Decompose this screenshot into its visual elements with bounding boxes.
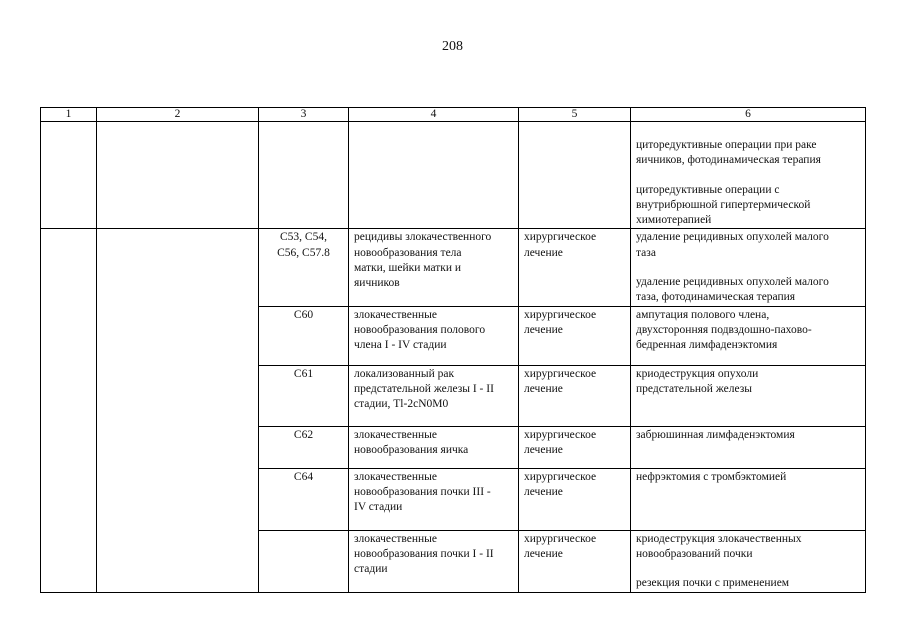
column-number-5: 5 [519, 108, 631, 122]
text-line: двухсторонняя подвздошно-пахово- [636, 323, 812, 336]
text-line: IV стадии [354, 501, 403, 514]
text-line: криодеструкция опухоли [636, 367, 759, 380]
text-line: циторедуктивные операции при раке [636, 139, 817, 151]
cell-group-number [41, 122, 97, 229]
text-line: злокачественные [354, 308, 437, 321]
column-number-2: 2 [97, 108, 259, 122]
table-row [41, 122, 866, 229]
page-number: 208 [442, 39, 463, 54]
cell-treatment-type [519, 306, 631, 365]
method-block [636, 275, 860, 306]
cell-treatment-type [519, 426, 631, 468]
column-number-4: 4 [349, 108, 519, 122]
cell-icd-code [259, 122, 349, 229]
text-line: C56, C57.8 [277, 246, 330, 259]
text-line: хирургическое [524, 231, 597, 244]
text-line: новообразования почки III - [354, 485, 491, 498]
cell-diagnosis [349, 122, 519, 229]
cell-method [631, 365, 866, 426]
text-line: C53, C54, [280, 231, 327, 244]
text-line: локализованный рак [354, 367, 455, 380]
column-number-row [41, 108, 866, 122]
cell-treatment-type [519, 365, 631, 426]
treatment-table [40, 107, 866, 593]
text-line: предстательной железы [636, 382, 752, 395]
text-line: злокачественные [354, 428, 437, 441]
method-block [636, 576, 860, 591]
text-line: лечение [524, 382, 563, 395]
text-line: удаление рецидивных опухолей малого [636, 231, 829, 244]
text-line: C62 [293, 428, 314, 441]
table-row [41, 229, 866, 306]
text-line: бедренная лимфаденэктомия [636, 339, 778, 352]
method-block [636, 230, 860, 261]
column-number-3: 3 [259, 108, 349, 122]
cell-diagnosis [349, 468, 519, 530]
text-line: лечение [524, 443, 563, 456]
text-line: новообразования полового [354, 323, 486, 336]
text-line: злокачественные [354, 532, 437, 545]
text-line: лечение [524, 246, 563, 259]
text-line: новообразования тела [354, 246, 462, 259]
cell-method [631, 306, 866, 365]
cell-treatment-type [519, 468, 631, 530]
column-number-6: 6 [631, 108, 866, 122]
cell-treatment-type [519, 229, 631, 306]
cell-method [631, 468, 866, 530]
text-line: яичников [354, 277, 400, 290]
cell-treatment-type [519, 530, 631, 592]
method-block [636, 123, 860, 169]
text-line: C61 [293, 367, 314, 380]
cell-method [631, 530, 866, 592]
cell-diagnosis [349, 426, 519, 468]
cell-method [631, 122, 866, 229]
text-line: ампутация полового члена, [636, 308, 770, 321]
cell-icd-code [259, 229, 349, 306]
text-line: забрюшинная лимфаденэктомия [636, 428, 795, 441]
text-line: предстательной железы I - II [354, 382, 494, 395]
text-line: лечение [524, 323, 563, 336]
cell-diagnosis [349, 306, 519, 365]
method-block [636, 532, 860, 563]
cell-diagnosis [349, 229, 519, 306]
text-line: стадии [354, 563, 388, 576]
text-line: злокачественные [354, 470, 437, 483]
cell-care-type [97, 229, 259, 592]
cell-method [631, 229, 866, 306]
text-line: химиотерапией [636, 214, 712, 227]
text-line: C64 [293, 470, 314, 483]
text-line: матки, шейки матки и [354, 262, 462, 275]
text-line: таза [636, 246, 656, 259]
text-line: хирургическое [524, 532, 597, 545]
cell-treatment-type [519, 122, 631, 229]
text-line: нефрэктомия с тромбэктомией [636, 470, 787, 483]
text-line: новообразований почки [636, 547, 753, 560]
cell-icd-code [259, 426, 349, 468]
text-line: хирургическое [524, 367, 597, 380]
text-line: хирургическое [524, 470, 597, 483]
text-line: новообразования почки I - II [354, 547, 494, 560]
text-line: лечение [524, 547, 563, 560]
column-number-1: 1 [41, 108, 97, 122]
text-line: удаление рецидивных опухолей малого [636, 276, 829, 289]
text-line: члена I - IV стадии [354, 339, 447, 352]
text-line: внутрибрюшной гипертермической [636, 198, 811, 211]
cell-icd-code [259, 306, 349, 365]
cell-icd-code [259, 365, 349, 426]
text-line: рецидивы злокачественного [354, 231, 492, 244]
cell-group-number [41, 229, 97, 592]
method-block [636, 183, 860, 229]
text-line: яичников, фотодинамическая терапия [636, 154, 821, 167]
cell-diagnosis [349, 365, 519, 426]
text-line: хирургическое [524, 308, 597, 321]
cell-icd-code [259, 530, 349, 592]
cell-care-type [97, 122, 259, 229]
text-line: циторедуктивные операции с [636, 183, 780, 196]
text-line [636, 123, 860, 138]
text-line: лечение [524, 485, 563, 498]
text-line: хирургическое [524, 428, 597, 441]
text-line: резекция почки с применением [636, 577, 790, 590]
text-line: стадии, Tl-2cN0M0 [354, 398, 449, 411]
cell-icd-code [259, 468, 349, 530]
text-line: C60 [293, 308, 314, 321]
cell-method [631, 426, 866, 468]
text-line: новообразования яичка [354, 443, 469, 456]
text-line: криодеструкция злокачественных [636, 532, 802, 545]
text-line: таза, фотодинамическая терапия [636, 291, 796, 304]
cell-diagnosis [349, 530, 519, 592]
